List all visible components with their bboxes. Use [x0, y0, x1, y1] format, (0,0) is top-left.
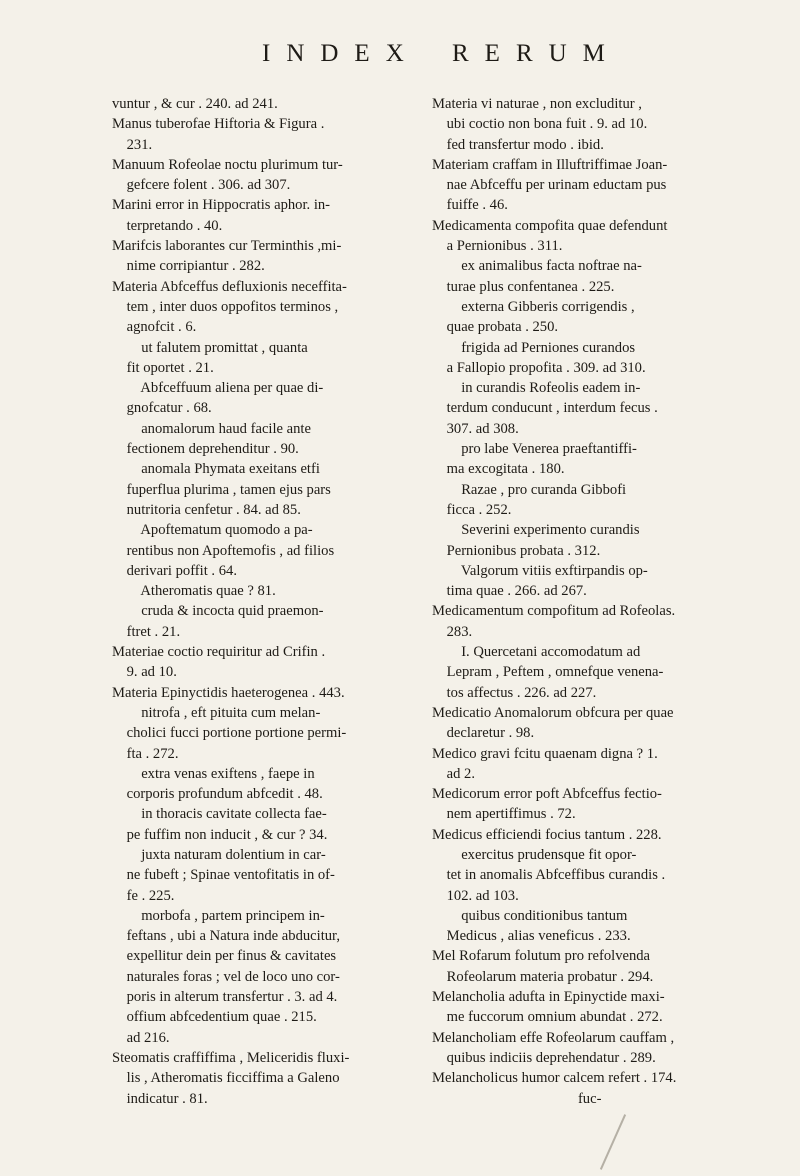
index-line: 9. ad 10.: [112, 664, 177, 681]
index-line: fed transfertur modo . ibid.: [432, 136, 604, 153]
index-line: tem , inter duos oppofitos terminos ,: [112, 298, 339, 315]
index-line: indicatur . 81.: [112, 1090, 208, 1107]
index-line: nem apertiffimus . 72.: [432, 806, 576, 823]
index-line: Manuum Rofeolae noctu plurimum tur-: [112, 156, 343, 173]
index-line: Melancholiam effe Rofeolarum cauffam ,: [432, 1029, 675, 1046]
index-line: 283.: [432, 623, 473, 640]
index-line: quibus indiciis deprehendatur . 289.: [432, 1049, 656, 1066]
index-line: Pernionibus probata . 312.: [432, 542, 601, 559]
index-line: extra venas exiftens , faepe in: [112, 765, 315, 782]
index-line: externa Gibberis corrigendis ,: [432, 298, 635, 315]
index-line: Marifcis laborantes cur Terminthis ,mi-: [112, 238, 342, 255]
index-line: morbofa , partem principem in-: [112, 907, 325, 924]
index-line: Abfceffuum aliena per quae di-: [112, 380, 324, 397]
index-line: fuc-: [432, 1090, 602, 1107]
index-line: Medico gravi fcitu quaenam digna ? 1.: [432, 745, 658, 762]
index-line: Medicus efficiendi focius tantum . 228.: [432, 826, 662, 843]
index-line: Manus tuberofae Hiftoria & Figura .: [112, 116, 325, 133]
index-line: Atheromatis quae ? 81.: [112, 583, 276, 600]
index-line: anomalorum haud facile ante: [112, 420, 311, 437]
index-line: turae plus confentanea . 225.: [432, 278, 615, 295]
index-line: lis , Atheromatis ficciffima a Galeno: [112, 1070, 340, 1087]
index-line: terdum conducunt , interdum fecus .: [432, 400, 658, 417]
index-line: tet in anomalis Abfceffibus curandis .: [432, 867, 666, 884]
index-line: Lepram , Peftem , omnefque venena-: [432, 664, 664, 681]
index-line: Severini experimento curandis: [432, 522, 640, 539]
index-line: agnofcit . 6.: [112, 319, 197, 336]
index-line: Rofeolarum materia probatur . 294.: [432, 968, 654, 985]
index-line: ad 216.: [112, 1029, 170, 1046]
index-line: fuperflua plurima , tamen ejus pars: [112, 481, 331, 498]
index-line: Marini error in Hippocratis aphor. in-: [112, 197, 331, 214]
index-line: I. Quercetani accomodatum ad: [432, 644, 641, 661]
index-line: Apoftematum quomodo a pa-: [112, 522, 313, 539]
header-rerum: RERUM: [452, 40, 621, 67]
index-line: fe . 225.: [112, 887, 175, 904]
index-line: 102. ad 103.: [432, 887, 519, 904]
index-line: Melancholicus humor calcem refert . 174.: [432, 1070, 677, 1087]
index-line: naturales foras ; vel de loco uno cor-: [112, 968, 340, 985]
index-line: quibus conditionibus tantum: [432, 907, 628, 924]
header-index: INDEX: [262, 40, 420, 67]
index-line: corporis profundum abfcedit . 48.: [112, 786, 323, 803]
index-line: Medicamentum compofitum ad Rofeolas.: [432, 603, 676, 620]
index-line: tos affectus . 226. ad 227.: [432, 684, 597, 701]
index-line: ut falutem promittat , quanta: [112, 339, 308, 356]
right-column: [432, 94, 732, 1109]
index-line: ficca . 252.: [432, 501, 512, 518]
index-line: in thoracis cavitate collecta fae-: [112, 806, 327, 823]
index-line: fuiffe . 46.: [432, 197, 508, 214]
index-line: nae Abfceffu per urinam eductam pus: [432, 177, 667, 194]
index-line: feftans , ubi a Natura inde abducitur,: [112, 928, 340, 945]
index-line: Medicatio Anomalorum obfcura per quae: [432, 704, 674, 721]
index-line: pe fuffim non inducit , & cur ? 34.: [112, 826, 328, 843]
index-line: fta . 272.: [112, 745, 179, 762]
index-line: fectionem deprehenditur . 90.: [112, 441, 299, 458]
index-line: Materiam craffam in Illuftriffimae Joan-: [432, 156, 668, 173]
index-line: Materia Epinyctidis haeterogenea . 443.: [112, 684, 345, 701]
paper-scratch-mark: [600, 1114, 626, 1170]
index-line: vuntur , & cur . 240. ad 241.: [112, 96, 278, 112]
index-line: exercitus prudensque fit opor-: [432, 846, 637, 863]
index-line: juxta naturam dolentium in car-: [112, 846, 326, 863]
running-header: [0, 40, 800, 80]
index-line: pro labe Venerea praeftantiffi-: [432, 441, 637, 458]
index-line: tima quae . 266. ad 267.: [432, 583, 587, 600]
index-line: fit oportet . 21.: [112, 359, 214, 376]
index-line: ex animalibus facta noftrae na-: [432, 258, 642, 275]
index-line: 307. ad 308.: [432, 420, 519, 437]
index-line: quae probata . 250.: [432, 319, 559, 336]
index-line: Materia Abfceffus defluxionis neceffita-: [112, 278, 347, 295]
index-line: a Fallopio propofita . 309. ad 310.: [432, 359, 646, 376]
index-line: Razae , pro curanda Gibbofi: [432, 481, 627, 498]
index-line: cruda & incocta quid praemon-: [112, 603, 324, 620]
index-line: ma excogitata . 180.: [432, 461, 565, 478]
index-line: me fuccorum omnium abundat . 272.: [432, 1009, 663, 1026]
index-line: Medicus , alias veneficus . 233.: [432, 928, 631, 945]
index-line: expellitur dein per finus & cavitates: [112, 948, 337, 965]
index-line: Medicamenta compofita quae defendunt: [432, 217, 668, 234]
index-line: ad 2.: [432, 765, 475, 782]
index-line: Steomatis craffiffima , Meliceridis fluxi-: [112, 1049, 350, 1066]
index-line: Melancholia adufta in Epinyctide maxi-: [432, 989, 665, 1006]
index-line: gefcere folent . 306. ad 307.: [112, 177, 291, 194]
left-column: [112, 94, 412, 1109]
index-line: nime corripiantur . 282.: [112, 258, 265, 275]
index-line: Materiae coctio requiritur ad Crifin .: [112, 644, 326, 661]
index-line: Materia vi naturae , non excluditur ,: [432, 96, 642, 112]
index-line: nitrofa , eft pituita cum melan-: [112, 704, 321, 721]
index-line: Medicorum error poft Abfceffus fectio-: [432, 786, 662, 803]
index-line: cholici fucci portione portione permi-: [112, 725, 347, 742]
index-line: derivari poffit . 64.: [112, 562, 237, 579]
index-line: Mel Rofarum folutum pro refolvenda: [432, 948, 651, 965]
index-line: a Pernionibus . 311.: [432, 238, 563, 255]
index-line: terpretando . 40.: [112, 217, 223, 234]
index-line: ne fubeft ; Spinae ventofitatis in of-: [112, 867, 335, 884]
index-line: 231.: [112, 136, 153, 153]
index-line: in curandis Rofeolis eadem in-: [432, 380, 641, 397]
index-line: Valgorum vitiis exftirpandis op-: [432, 562, 648, 579]
index-line: gnofcatur . 68.: [112, 400, 212, 417]
index-line: frigida ad Perniones curandos: [432, 339, 636, 356]
index-line: ftret . 21.: [112, 623, 181, 640]
index-line: ubi coctio non bona fuit . 9. ad 10.: [432, 116, 648, 133]
index-line: offium abfcedentium quae . 215.: [112, 1009, 317, 1026]
index-line: declaretur . 98.: [432, 725, 535, 742]
index-line: rentibus non Apoftemofis , ad filios: [112, 542, 335, 559]
index-line: nutritoria cenfetur . 84. ad 85.: [112, 501, 301, 518]
index-line: poris in alterum transfertur . 3. ad 4.: [112, 989, 338, 1006]
index-line: anomala Phymata exeitans etfi: [112, 461, 320, 478]
